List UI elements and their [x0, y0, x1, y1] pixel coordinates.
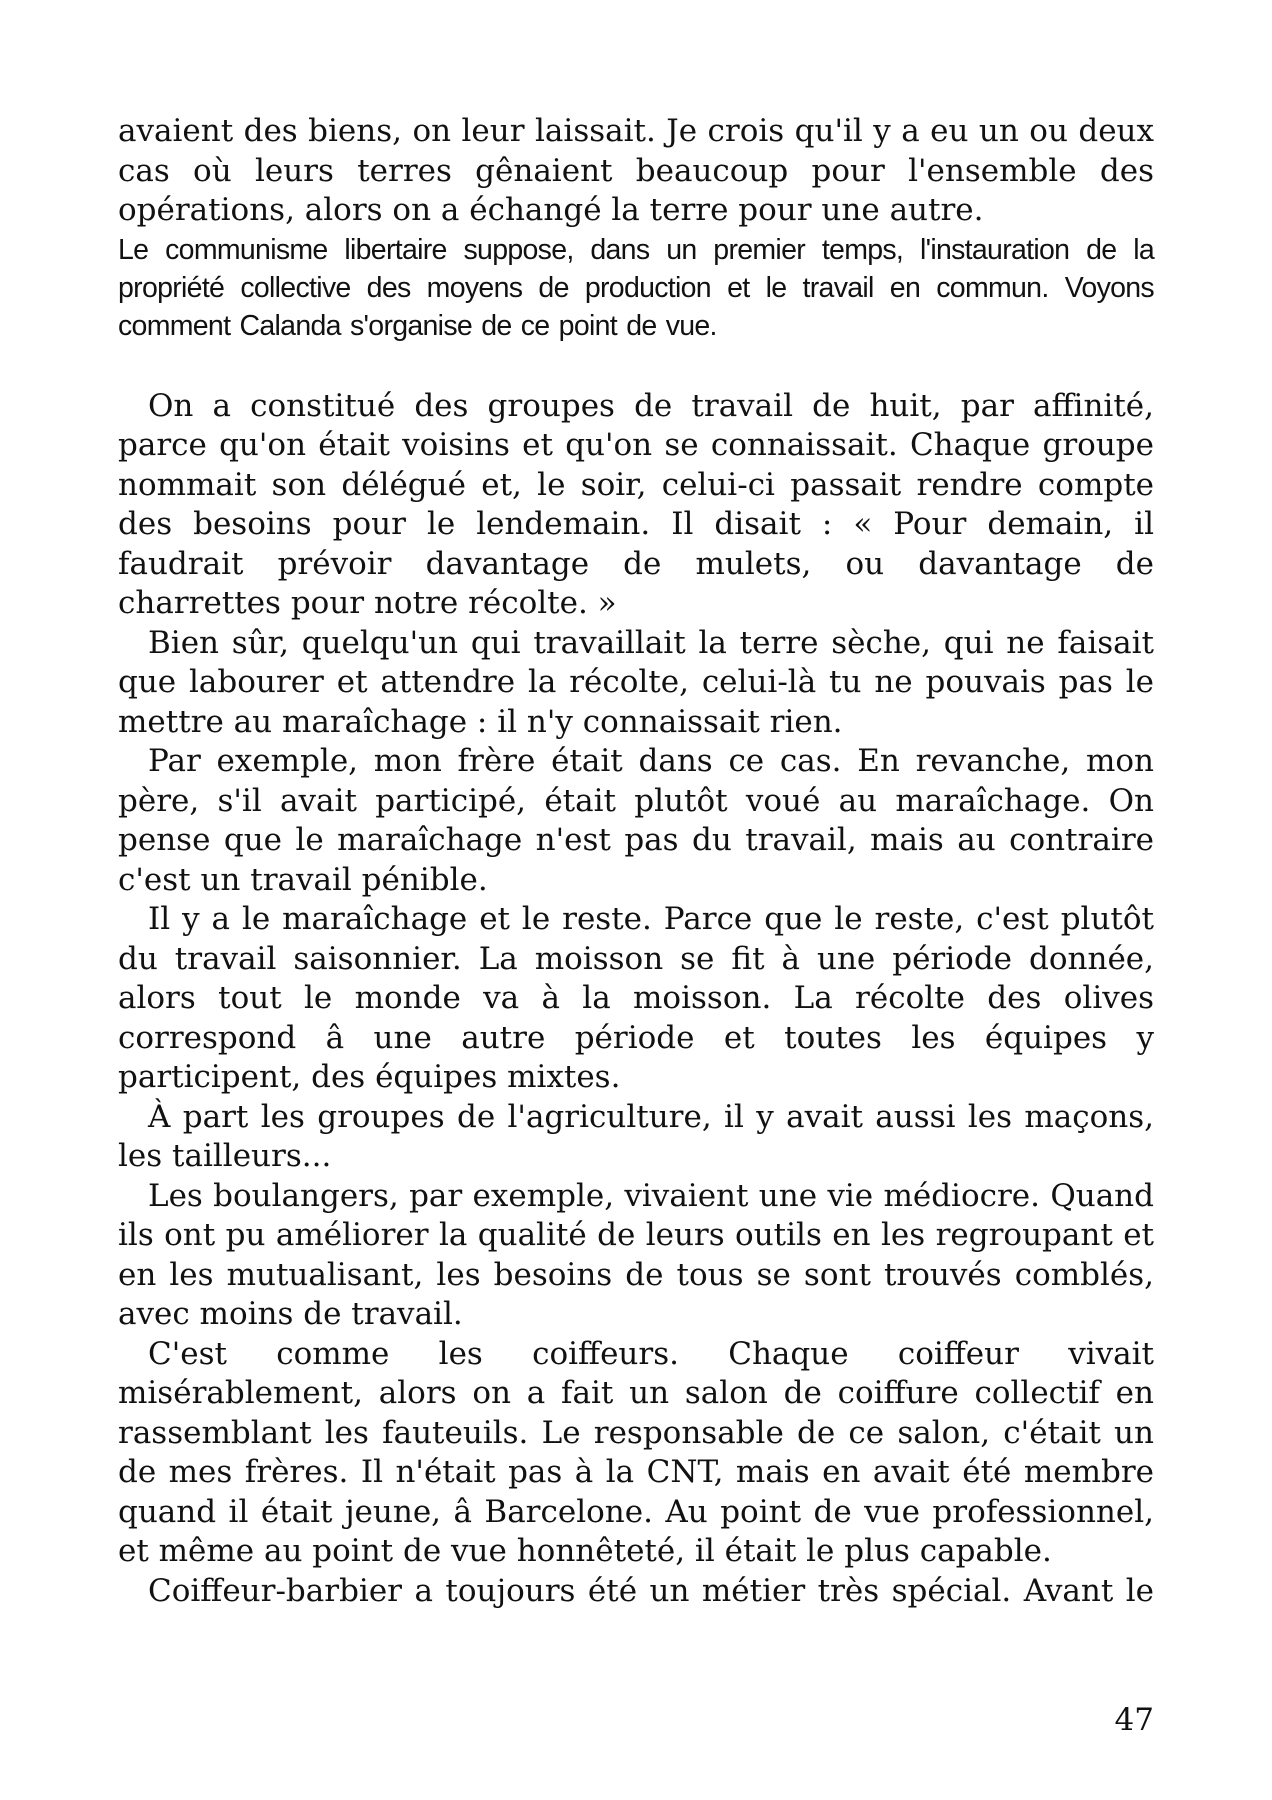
paragraph-continuation: avaient des biens, on leur laissait. Je crois qu'il y a eu un ou deux cas où leurs terres gênaient beaucoup pour l'ensemble des opérations, alors on a échangé la terre pour une autre. [118, 113, 1154, 228]
paragraph-brother-father: Par exemple, mon frère était dans ce cas. En revanche, mon père, s'il avait participé, était plutôt voué au maraîchage. On pense que le maraîchage n'est pas du travail, mais au contraire c'est un travail pénible. [118, 743, 1154, 898]
page-number: 47 [1114, 1702, 1154, 1738]
paragraph-hairdressers: C'est comme les coiffeurs. Chaque coiffeur vivait misérablement, alors on a fait un salon de coiffure collectif en rassemblant les fauteuils. Le responsable de ce salon, c'était un de mes frères. Il n'était pas à la CNT, mais en avait été membre quand il était jeune, â Barcelone. Au point de vue professionnel, et même au point de vue honnêteté, il était le plus capable. [118, 1335, 1154, 1569]
paragraph-work-groups: On a constitué des groupes de travail de huit, par affinité, parce qu'on était voisins et qu'on se connaissait. Chaque groupe nommait son délégué et, le soir, celui-ci passait rendre compte des besoins pour le lendemain. Il disait : « Pour demain, il faudrait prévoir davantage de mulets, ou davantage de charrettes pour notre récolte. » [118, 387, 1154, 621]
paragraph-other-trades: À part les groupes de l'agriculture, il y avait aussi les maçons, les tailleurs... [118, 1098, 1154, 1174]
paragraph-dry-land: Bien sûr, quelqu'un qui travaillait la terre sèche, qui ne faisait que labourer et attendre la récolte, celui-là tu ne pouvais pas le mettre au maraîchage : il n'y connaissait rien. [118, 624, 1154, 740]
paragraph-bakers: Les boulangers, par exemple, vivaient une vie médiocre. Quand ils ont pu améliorer la qualité de leurs outils en les regroupant et en les mutualisant, les besoins de tous se sont trouvés comblés, avec moins de travail. [118, 1177, 1154, 1332]
editorial-note: Le communisme libertaire suppose, dans un premier temps, l'instauration de la propriété collective des moyens de production et le travail en commun. Voyons comment Calanda s'organise de ce point de vue. [118, 233, 1154, 342]
page-body [118, 112, 1154, 1611]
paragraph-seasonal-work: Il y a le maraîchage et le reste. Parce que le reste, c'est plutôt du travail saisonnier. La moisson se fit à une période donnée, alors tout le monde va à la moisson. La récolte des olives correspond â une autre période et toutes les équipes y participent, des équipes mixtes. [118, 901, 1154, 1095]
paragraph-barber: Coiffeur-barbier a toujours été un métier très spécial. Avant le [148, 1572, 1154, 1609]
